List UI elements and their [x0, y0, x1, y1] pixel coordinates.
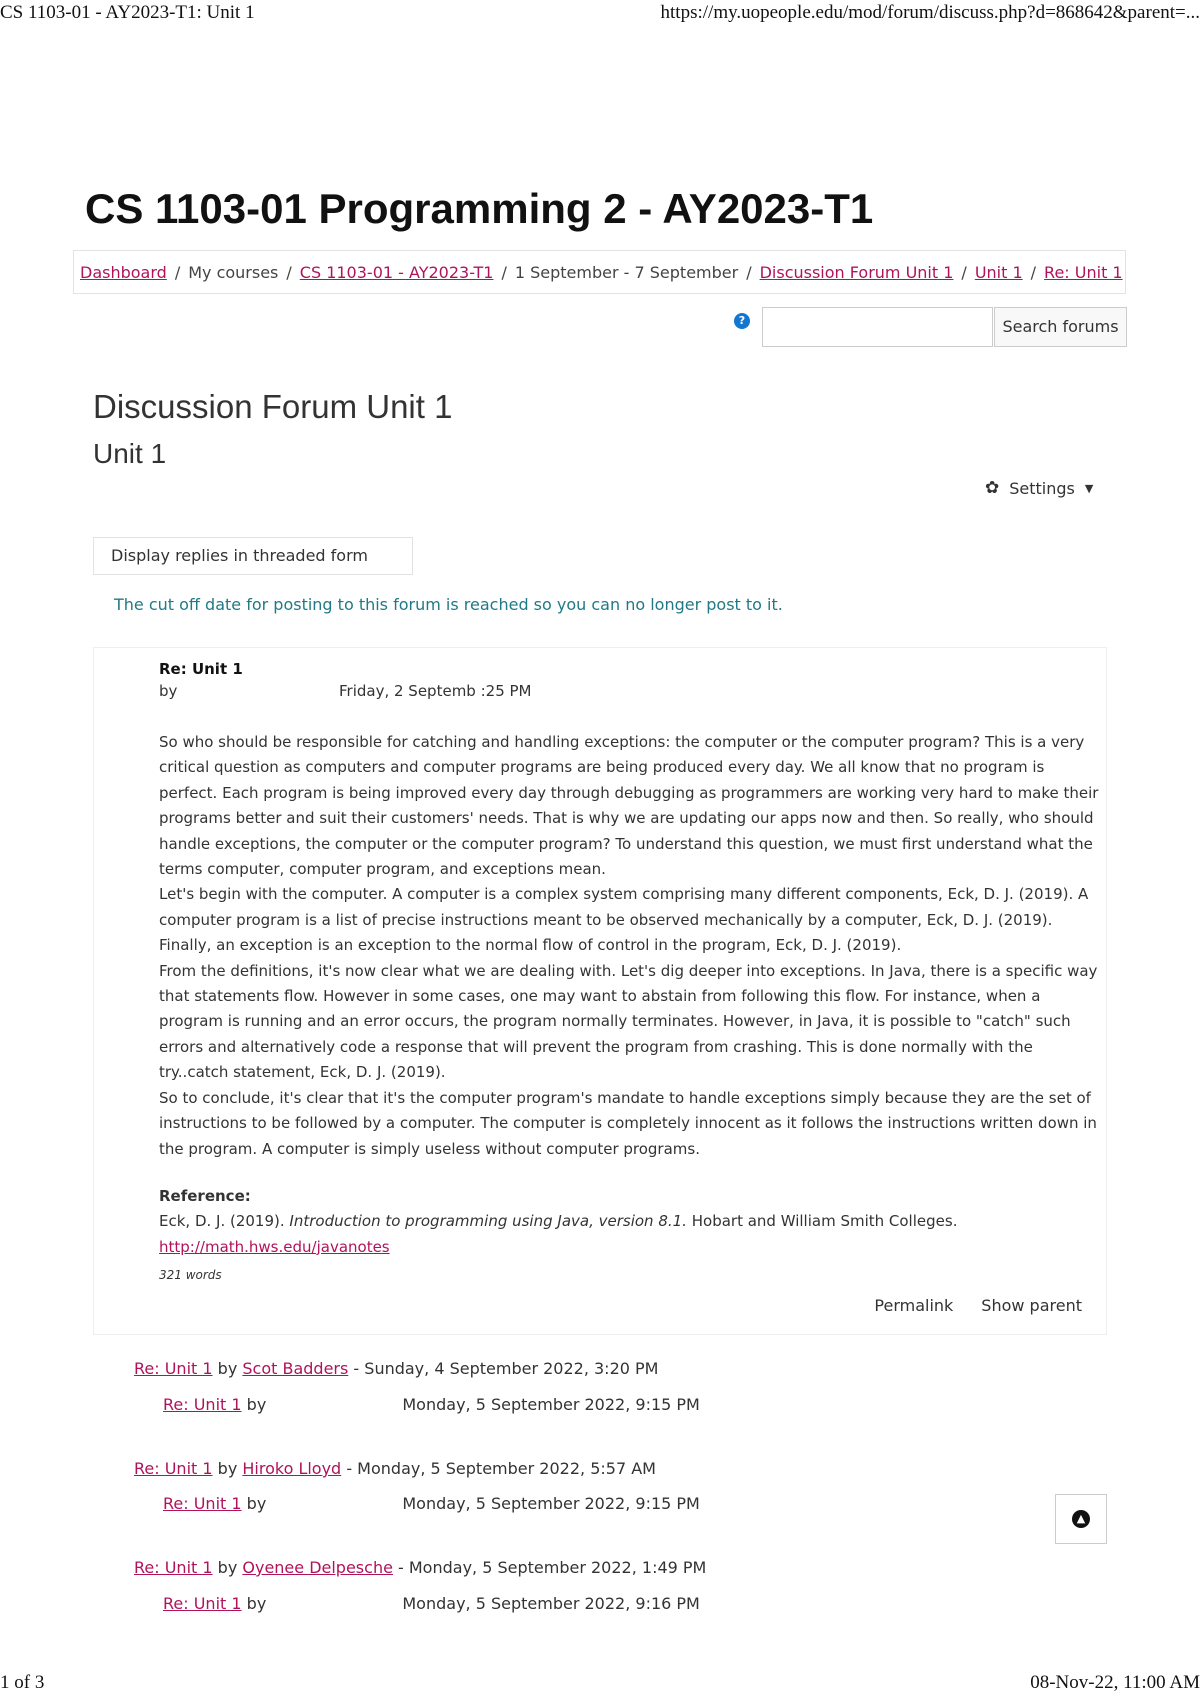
reply-subject-link[interactable]: Re: Unit 1 — [163, 1594, 242, 1613]
reference-link[interactable]: http://math.hws.edu/javanotes — [159, 1237, 390, 1256]
reply-item — [134, 1459, 656, 1478]
breadcrumb-discussion[interactable]: Unit 1 — [974, 262, 1023, 282]
settings-menu[interactable] — [985, 478, 1093, 498]
post-paragraph: From the definitions, it's now clear what we are dealing with. Let's dig deeper into exceptions. In Java, there is a specific way that statements flow. However in some cases, one may want to abstain from following this flow. For instance, when a program is running and an error occurs, the program normally terminates. However, in Java, it is possible to "catch" such errors and alternatively code a response that will prevent the program from crashing. This is done normally with the try..catch statement, Eck, D. J. (2019). — [159, 961, 1098, 1082]
reply-date: Monday, 5 September 2022, 9:15 PM — [402, 1494, 700, 1513]
permalink-link[interactable]: Permalink — [874, 1296, 954, 1315]
breadcrumb-separator: / — [286, 262, 292, 282]
search-forums-button[interactable]: Search forums — [994, 307, 1127, 347]
reply-author-link[interactable]: Oyenee Delpesche — [242, 1558, 393, 1577]
reply-subject-link[interactable]: Re: Unit 1 — [163, 1494, 242, 1513]
post-subject: Re: Unit 1 — [159, 660, 243, 678]
back-to-top-button[interactable] — [1055, 1494, 1107, 1544]
reply-by: by — [217, 1459, 238, 1478]
breadcrumb-forum[interactable]: Discussion Forum Unit 1 — [759, 262, 954, 282]
breadcrumb-post[interactable]: Re: Unit 1 — [1044, 262, 1123, 282]
reply-item — [163, 1395, 700, 1414]
breadcrumb-week: 1 September - 7 September — [514, 262, 739, 282]
post-body — [159, 730, 1099, 1289]
forum-post — [93, 647, 1107, 1335]
question-circle-icon[interactable]: ? — [734, 313, 750, 329]
post-byline: by — [159, 682, 178, 700]
arrow-up-icon: ▲ — [1072, 1510, 1090, 1528]
reply-subject-link[interactable]: Re: Unit 1 — [134, 1558, 213, 1577]
print-header — [0, 2, 1200, 26]
reply-date: - Monday, 5 September 2022, 5:57 AM — [346, 1459, 656, 1478]
reference-entry — [159, 1209, 1099, 1260]
page-number: 1 of 3 — [0, 1672, 45, 1693]
reply-subject-link[interactable]: Re: Unit 1 — [163, 1395, 242, 1414]
reference-title: Introduction to programming using Java, version 8.1. — [289, 1212, 687, 1231]
reference-publisher: Hobart and William Smith Colleges. — [691, 1212, 958, 1231]
course-title: CS 1103-01 Programming 2 - AY2023-T1 — [85, 185, 874, 232]
search-input[interactable] — [762, 307, 993, 347]
discussion-title: Unit 1 — [93, 438, 167, 469]
breadcrumb-separator: / — [174, 262, 181, 282]
print-header-title: CS 1103-01 - AY2023-T1: Unit 1 — [0, 2, 255, 23]
display-mode-select[interactable]: Display replies in threaded form — [93, 537, 413, 575]
reply-date: - Sunday, 4 September 2022, 3:20 PM — [353, 1359, 659, 1378]
print-timestamp: 08-Nov-22, 11:00 AM — [1030, 1672, 1200, 1693]
forum-title: Discussion Forum Unit 1 — [93, 388, 453, 425]
post-paragraph: So to conclude, it's clear that it's the computer program's mandate to handle exceptions simply because they are the set of instructions to be followed by a computer. The computer is completely innocent as it follows the instructions written down in the program. A computer is simply useless without computer programs. — [159, 1088, 1097, 1158]
reply-item — [163, 1594, 700, 1613]
reply-author-link[interactable]: Scot Badders — [242, 1359, 349, 1378]
reply-subject-link[interactable]: Re: Unit 1 — [134, 1359, 213, 1378]
reply-by: by — [217, 1558, 238, 1577]
breadcrumb-course[interactable]: CS 1103-01 - AY2023-T1 — [299, 262, 494, 282]
breadcrumb-separator: / — [1030, 262, 1037, 282]
reference-author: Eck, D. J. (2019). — [159, 1212, 285, 1231]
breadcrumb-separator: / — [746, 262, 752, 282]
reply-by: by — [246, 1594, 267, 1613]
show-parent-link[interactable]: Show parent — [981, 1296, 1082, 1315]
post-paragraph: Let's begin with the computer. A computer is a complex system comprising many different components, Eck, D. J. (2019). A computer program is a list of precise instructions meant to be observed mechanically by a computer, Eck, D. J. (2019). Finally, an exception is an exception to the normal flow of control in the program, Eck, D. J. (2019). — [159, 885, 1089, 955]
breadcrumb-dashboard[interactable]: Dashboard — [80, 262, 167, 282]
breadcrumb-my-courses: My courses — [188, 262, 279, 282]
cutoff-notice: The cut off date for posting to this forum is reached so you can no longer post to it. — [114, 595, 783, 614]
reply-date: Monday, 5 September 2022, 9:15 PM — [402, 1395, 700, 1414]
reply-item — [163, 1494, 700, 1513]
gear-icon: ✿ — [985, 478, 1000, 498]
print-footer — [0, 1672, 1200, 1696]
reply-date: Monday, 5 September 2022, 9:16 PM — [402, 1594, 700, 1613]
post-date: Friday, 2 Septemb :25 PM — [339, 682, 532, 700]
reply-author-link[interactable]: Hiroko Lloyd — [242, 1459, 342, 1478]
breadcrumb — [73, 250, 1126, 294]
print-header-url: https://my.uopeople.edu/mod/forum/discuss.php?d=868642&parent=... — [660, 2, 1200, 23]
reply-by: by — [246, 1494, 267, 1513]
word-count: 321 words — [159, 1268, 222, 1283]
reply-item — [134, 1558, 706, 1577]
reference-heading: Reference: — [159, 1186, 251, 1205]
post-paragraph: So who should be responsible for catching and handling exceptions: the computer or the computer program? This is a very critical question as computers and computer programs are being produced every day. We all know that no program is perfect. Each program is being improved every day through debugging as programmers are working very hard to make their programs better and suit their customers' needs. That is why we are updating our apps now and then. So really, who should handle exceptions, the computer or the computer program? To understand this question, we must first understand what the terms computer, computer program, and exceptions mean. — [159, 733, 1099, 879]
settings-label: Settings — [1009, 478, 1075, 498]
reply-item — [134, 1359, 658, 1378]
reply-by: by — [217, 1359, 238, 1378]
breadcrumb-separator: / — [501, 262, 507, 282]
post-actions — [874, 1296, 1082, 1315]
breadcrumb-separator: / — [961, 262, 967, 282]
reply-subject-link[interactable]: Re: Unit 1 — [134, 1459, 213, 1478]
reply-by: by — [246, 1395, 267, 1414]
reply-date: - Monday, 5 September 2022, 1:49 PM — [398, 1558, 707, 1577]
caret-down-icon: ▼ — [1084, 481, 1094, 495]
